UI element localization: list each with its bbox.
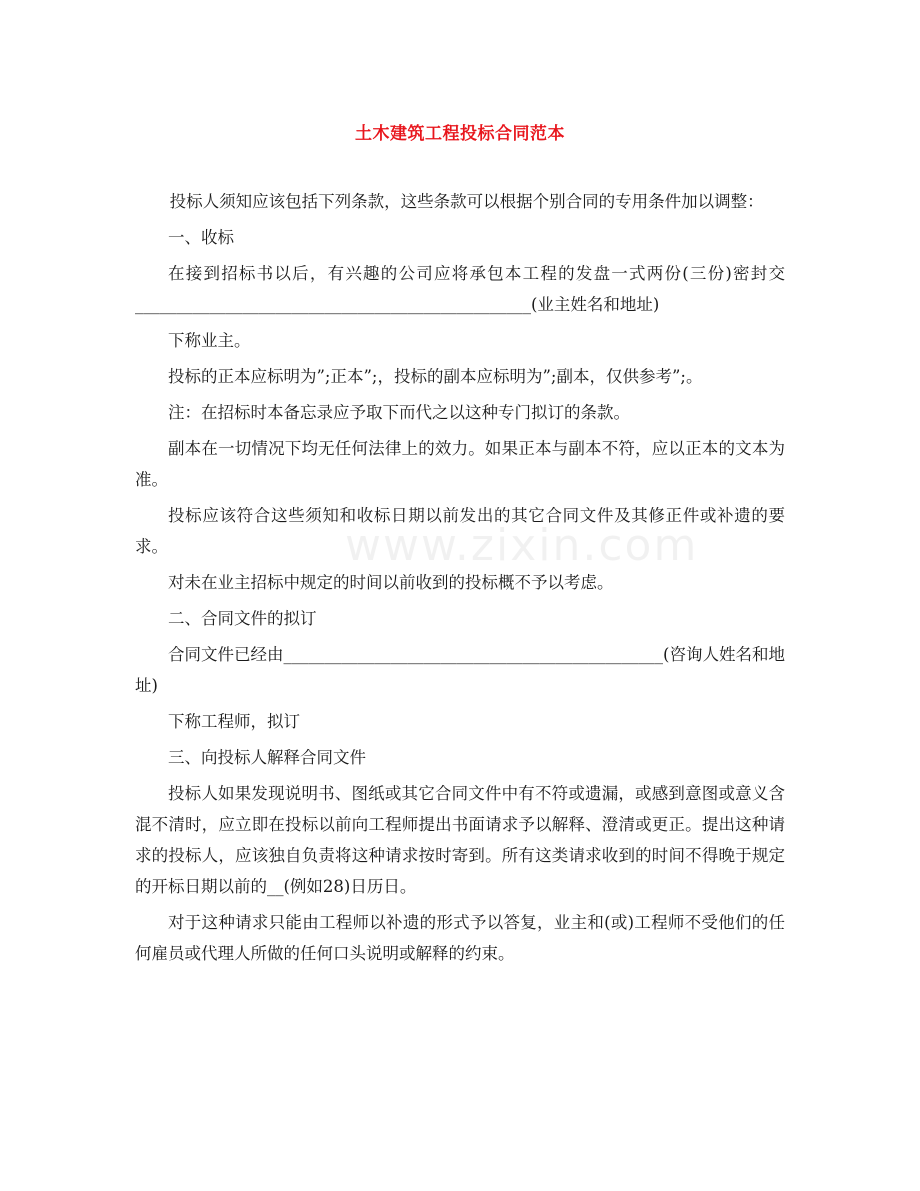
heading-section-2: 二、合同文件的拟订 (168, 609, 317, 628)
paragraph-drafted-by: 合同文件已经由______________________________________________(咨询人姓名和地址) (135, 645, 785, 695)
paragraph-compliance: 投标应该符合这些须知和收标日期以前发出的其它合同文件及其修正件或补遗的要求。 (135, 506, 785, 556)
paragraph-copy-validity: 副本在一切情况下均无任何法律上的效力。如果正本与副本不符，应以正本的文本为准。 (135, 439, 785, 489)
paragraph-addendum: 对于这种请求只能由工程师以补遗的形式予以答复，业主和(或)工程师不受他们的任何雇员或代理人所做的任何口头说明或解释的约束。 (135, 913, 785, 963)
paragraph-clarification: 投标人如果发现说明书、图纸或其它合同文件中有不符或遗漏，或感到意图或意义含混不清时，应立即在投标以前向工程师提出书面请求予以解释、澄清或更正。提出这种请求的投标人，应该独自负责将这种请求按时寄到。所有这类请求收到的时间不得晚于规定的开标日期以前的__(例如28)日历日。 (135, 784, 785, 896)
paragraph-receipt: 在接到招标书以后，有兴趣的公司应将承包本工程的发盘一式两份(三份)密封交________________________________________________(业主姓名和地址) (135, 264, 785, 314)
heading-section-1: 一、收标 (168, 228, 234, 247)
heading-section-3: 三、向投标人解释合同文件 (168, 748, 366, 767)
paragraph-owner: 下称业主。 (168, 331, 251, 350)
paragraph-late-bids: 对未在业主招标中规定的时间以前收到的投标概不予以考虑。 (168, 573, 614, 592)
watermark: www.zixin.com (345, 520, 699, 571)
document-body (135, 186, 785, 974)
document-title: 土木建筑工程投标合同范本 (355, 124, 565, 144)
paragraph-original-copy: 投标的正本应标明为”;正本”;，投标的副本应标明为”;副本，仅供参考”;。 (168, 367, 703, 386)
paragraph-engineer: 下称工程师，拟订 (168, 712, 300, 731)
paragraph-note: 注：在招标时本备忘录应予取下而代之以这种专门拟订的条款。 (168, 403, 630, 422)
paragraph-intro: 投标人须知应该包括下列条款，这些条款可以根据个别合同的专用条件加以调整： (169, 192, 764, 211)
